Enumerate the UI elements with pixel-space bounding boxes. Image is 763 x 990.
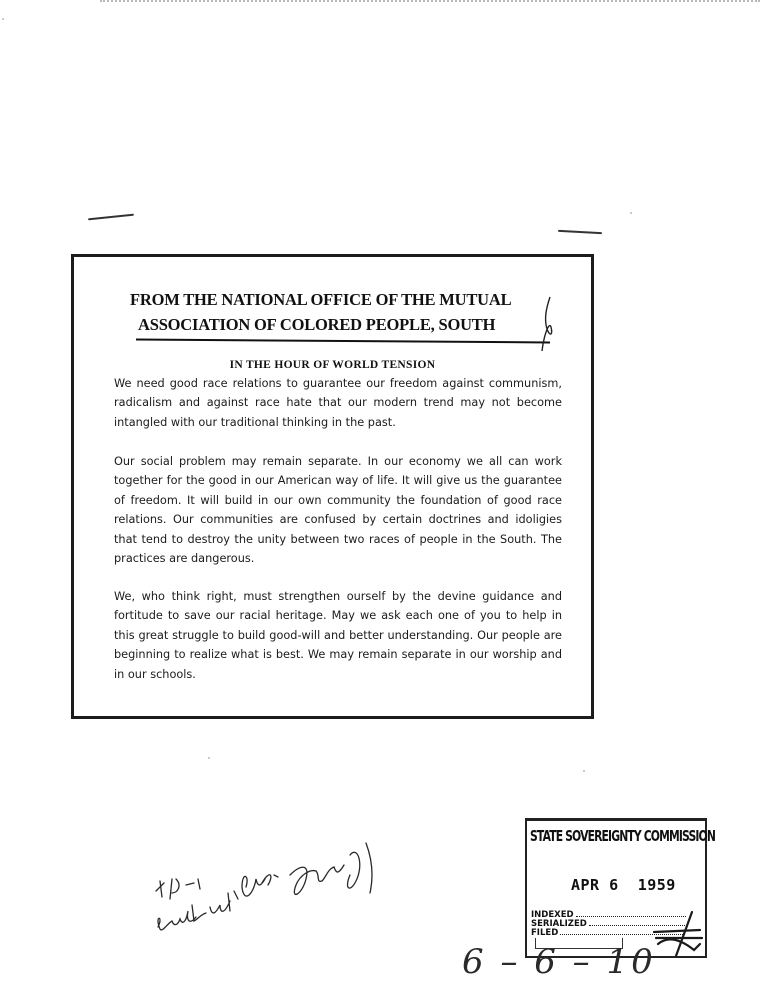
initials-scribble-icon <box>650 908 706 958</box>
stamp-indexed-label: INDEXED <box>531 910 574 920</box>
stamp-date: APR 6 1959 <box>571 876 676 894</box>
notice-heading-line-1: FROM THE NATIONAL OFFICE OF THE MUTUAL <box>130 290 512 309</box>
file-number: 6 – 6 – 10 <box>462 942 656 982</box>
stamp-title: STATE SOVEREIGNTY COMMISSION <box>530 827 716 845</box>
right-margin-mark <box>558 230 602 234</box>
speck <box>2 18 4 20</box>
notice-box <box>71 254 594 719</box>
notice-paragraph-3: We, who think right, must strengthen ourself by the devine guidance and fortitude to save our racial heritage. May we ask each one of you to help in this great struggle to build good-will and better understanding. Our people are beginning to realize what is best. We may remain separate in our worship and in our schools. <box>114 590 562 681</box>
notice-paragraph-2: Our social problem may remain separate. In our economy we all can work together for the good in our American way of life. It will give us the guarantee of freedom. It will build in our own community the foundation of good race relations. Our communities are confused by certain doctrines and idoligies that tend to destroy the unity between two races of people in the South. The practices are dangerous. <box>114 455 562 566</box>
notice-subheading: IN THE HOUR OF WORLD TENSION <box>229 359 436 371</box>
notice-paragraph-1: We need good race relations to guarantee our freedom against communism, radicalism and against race hate that our modern trend may not become intangled with our traditional thinking in the past. <box>114 377 562 429</box>
speck <box>583 770 585 772</box>
stamp-serialized-label: SERIALIZED <box>531 919 587 929</box>
notice-heading-line-2: ASSOCIATION OF COLORED PEOPLE, SOUTH <box>138 315 496 334</box>
left-margin-mark <box>88 214 134 221</box>
stamp-filed-label: FILED <box>531 928 559 938</box>
speck <box>208 757 210 759</box>
heading-underline <box>136 339 550 344</box>
handwritten-stroke-icon <box>538 295 558 355</box>
speck <box>630 212 632 214</box>
top-edge-dots <box>100 0 760 5</box>
handwritten-signature-icon <box>150 835 390 945</box>
